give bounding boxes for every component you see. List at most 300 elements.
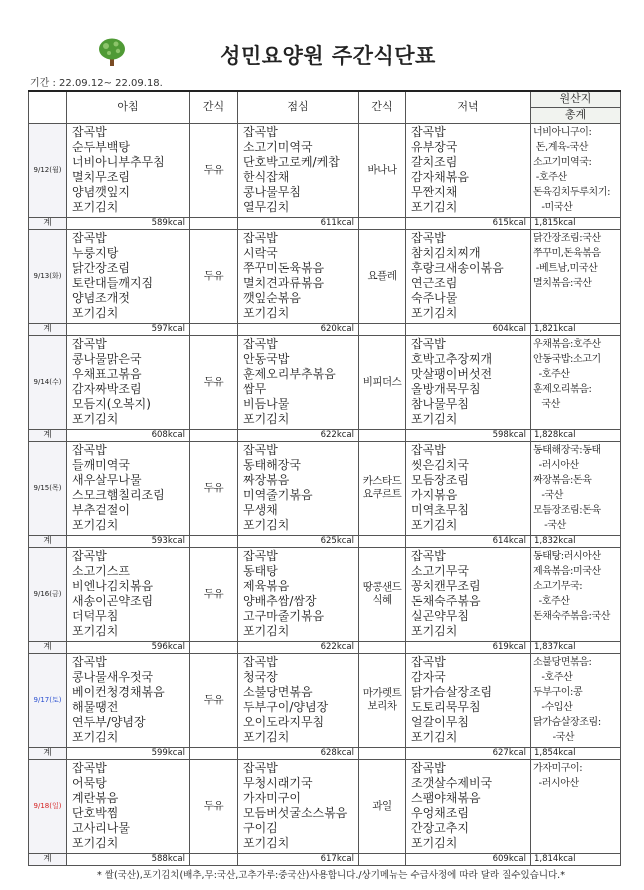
origin-line: -호주산: [533, 171, 567, 183]
snack-item: 두유: [203, 163, 224, 176]
breakfast-kcal: 608kcal: [67, 429, 190, 441]
breakfast-kcal: 588kcal: [67, 853, 190, 865]
lunch-cell: [238, 229, 359, 323]
menu-item: 포기김치: [243, 729, 290, 744]
dinner-kcal: 609kcal: [406, 853, 531, 865]
menu-item: 잡곡밥: [411, 654, 446, 669]
menu-item: 숙주나물: [411, 290, 458, 305]
origin-line: -국산: [533, 519, 566, 531]
lunch-kcal: 620kcal: [238, 323, 359, 335]
snack-item: 두유: [203, 481, 224, 494]
origin-line: 동태해장국:동태: [533, 444, 601, 456]
menu-item: 잡곡밥: [411, 336, 446, 351]
afternoon-snack-cell: [359, 759, 406, 853]
menu-item: 잡곡밥: [72, 442, 107, 457]
menu-item: 닭간장조림: [72, 260, 130, 275]
menu-item: 잡곡밥: [411, 230, 446, 245]
day-label: 9/16(금): [29, 547, 67, 641]
origin-cell: [531, 547, 621, 641]
snack-item: 두유: [203, 799, 224, 812]
snack-item: 요쿠르트: [362, 488, 402, 500]
menu-item: 포기김치: [72, 729, 119, 744]
menu-item: 잡곡밥: [72, 336, 107, 351]
snack-item: 카스타드: [362, 475, 402, 487]
snack-item: 비피더스: [362, 375, 402, 388]
menu-item: 오이도라지무침: [243, 714, 325, 729]
afternoon-snack-cell: [359, 229, 406, 323]
menu-item: 포기김치: [72, 517, 119, 532]
total-label: 계: [29, 641, 67, 653]
snack-item: 두유: [203, 375, 224, 388]
lunch-cell: [238, 653, 359, 747]
menu-item: 잡곡밥: [243, 124, 278, 139]
menu-item: 호박고추장찌개: [411, 351, 493, 366]
menu-item: 포기김치: [243, 623, 290, 638]
menu-item: 단호박찜: [72, 805, 119, 820]
origin-cell: [531, 759, 621, 853]
menu-item: 가자미구이: [243, 790, 301, 805]
breakfast-cell: [67, 547, 190, 641]
menu-item: 잡곡밥: [243, 654, 278, 669]
menu-item: 두부구이/양념장: [243, 699, 329, 714]
afternoon-snack-cell: [359, 335, 406, 429]
origin-line: 훈제오리볶음:: [533, 383, 592, 395]
lunch-cell: [238, 441, 359, 535]
menu-item: 잡곡밥: [72, 654, 107, 669]
dinner-cell: [406, 229, 531, 323]
origin-line: 두부구이:콩: [533, 686, 583, 698]
menu-item: 콩나물새우젓국: [72, 669, 154, 684]
menu-item: 고사리나물: [72, 820, 130, 835]
menu-item: 포기김치: [72, 411, 119, 426]
lunch-cell: [238, 335, 359, 429]
menu-item: 후랑크새송이볶음: [411, 260, 504, 275]
breakfast-cell: [67, 335, 190, 429]
menu-item: 얼갈이무침: [411, 714, 469, 729]
day-label: 9/12(월): [29, 123, 67, 217]
menu-item: 쭈꾸미돈육볶음: [243, 260, 325, 275]
menu-item: 포기김치: [411, 411, 458, 426]
daily-total-kcal: 1,837kcal: [531, 641, 621, 653]
snack-item: 두유: [203, 587, 224, 600]
table-body: [29, 123, 621, 865]
breakfast-cell: [67, 441, 190, 535]
dinner-cell: [406, 441, 531, 535]
menu-item: 참나물무침: [411, 396, 469, 411]
menu-item: 청국장: [243, 669, 278, 684]
snack-item: 마가렛트: [362, 687, 402, 699]
origin-cell: [531, 441, 621, 535]
lunch-kcal: 625kcal: [238, 535, 359, 547]
origin-cell: [531, 335, 621, 429]
kcal-blank-cell: [190, 747, 238, 759]
menu-item: 멸치견과류볶음: [243, 275, 325, 290]
header-morning-snack: 간식: [190, 91, 238, 123]
menu-item: 잡곡밥: [243, 760, 278, 775]
breakfast-kcal: 596kcal: [67, 641, 190, 653]
origin-line: 쭈꾸미,돈육볶음: [533, 247, 601, 259]
breakfast-cell: [67, 759, 190, 853]
kcal-blank-cell: [359, 853, 406, 865]
menu-item: 새우살무나물: [72, 472, 142, 487]
menu-item: 무청시래기국: [243, 775, 313, 790]
menu-item: 너비아니부추무침: [72, 154, 165, 169]
dinner-cell: [406, 653, 531, 747]
menu-item: 잡곡밥: [411, 442, 446, 457]
menu-item: 무짠지채: [411, 184, 458, 199]
menu-item: 열무김치: [243, 199, 290, 214]
dinner-kcal: 615kcal: [406, 217, 531, 229]
daily-total-kcal: 1,821kcal: [531, 323, 621, 335]
menu-item: 순두부백탕: [72, 139, 130, 154]
menu-item: 꽁치캔무조림: [411, 578, 481, 593]
origin-line: 국산: [533, 398, 560, 410]
menu-item: 콩나물무침: [243, 184, 301, 199]
dinner-kcal: 627kcal: [406, 747, 531, 759]
day-label: 9/14(수): [29, 335, 67, 429]
footer-note: * 쌀(국산),포기김치(배추,무:국산,고추가루:중국산)사용합니다./상기메뉴는 수급사정에 따라 달라 질수있습니다.*: [97, 870, 565, 881]
weekly-menu-table: [28, 90, 621, 866]
menu-item: 더덕무침: [72, 608, 119, 623]
breakfast-kcal: 597kcal: [67, 323, 190, 335]
kcal-blank-cell: [190, 641, 238, 653]
morning-snack-cell: [190, 547, 238, 641]
header-lunch: 점심: [238, 91, 359, 123]
kcal-blank-cell: [359, 217, 406, 229]
header-afternoon-snack: 간식: [359, 91, 406, 123]
total-label: 계: [29, 853, 67, 865]
origin-line: 닭간장조림:국산: [533, 232, 601, 244]
lunch-kcal: 628kcal: [238, 747, 359, 759]
menu-item: 모듬지(오복지): [72, 396, 151, 411]
dinner-cell: [406, 759, 531, 853]
day-label: 9/13(화): [29, 229, 67, 323]
snack-item: 과일: [372, 799, 392, 812]
origin-line: -미국산: [533, 201, 573, 213]
menu-item: 소고기무국: [411, 563, 469, 578]
day-row: [29, 441, 621, 535]
menu-item: 연두부/양념장: [72, 714, 146, 729]
menu-item: 잡곡밥: [411, 548, 446, 563]
origin-line: 짜장볶음:돈육: [533, 474, 592, 486]
morning-snack-cell: [190, 123, 238, 217]
menu-item: 누룽지탕: [72, 245, 119, 260]
menu-item: 돈채숙주볶음: [411, 593, 481, 608]
menu-item: 올방개묵무침: [411, 381, 481, 396]
lunch-cell: [238, 123, 359, 217]
menu-item: 포기김치: [72, 305, 119, 320]
total-label: 계: [29, 429, 67, 441]
origin-line: -러시아산: [533, 777, 579, 789]
menu-item: 잡곡밥: [243, 336, 278, 351]
kcal-blank-cell: [359, 323, 406, 335]
menu-item: 맛살팽이버섯전: [411, 366, 493, 381]
menu-item: 멸치무조림: [72, 169, 130, 184]
day-row: [29, 229, 621, 323]
menu-item: 어묵탕: [72, 775, 107, 790]
menu-item: 포기김치: [411, 835, 458, 850]
origin-cell: [531, 123, 621, 217]
afternoon-snack-cell: [359, 441, 406, 535]
menu-item: 포기김치: [411, 305, 458, 320]
origin-line: -베트남,미국산: [533, 262, 598, 274]
origin-line: 우채볶음:호주산: [533, 338, 601, 350]
day-row: [29, 547, 621, 641]
menu-item: 포기김치: [243, 305, 290, 320]
menu-item: 깻잎순볶음: [243, 290, 301, 305]
menu-item: 쌈무: [243, 381, 267, 396]
menu-item: 포기김치: [243, 517, 290, 532]
daily-total-kcal: 1,814kcal: [531, 853, 621, 865]
menu-item: 씻은김치국: [411, 457, 469, 472]
lunch-kcal: 622kcal: [238, 641, 359, 653]
kcal-blank-cell: [190, 323, 238, 335]
kcal-row: [29, 853, 621, 865]
snack-item: 두유: [203, 693, 224, 706]
morning-snack-cell: [190, 441, 238, 535]
day-label: 9/18(일): [29, 759, 67, 853]
menu-item: 잡곡밥: [243, 548, 278, 563]
breakfast-cell: [67, 229, 190, 323]
menu-item: 참치김치찌개: [411, 245, 481, 260]
menu-item: 동태해장국: [243, 457, 301, 472]
kcal-blank-cell: [190, 429, 238, 441]
menu-item: 들깨미역국: [72, 457, 130, 472]
menu-item: 포기김치: [72, 835, 119, 850]
menu-item: 잡곡밥: [411, 124, 446, 139]
origin-line: -호주산: [533, 368, 570, 380]
afternoon-snack-cell: [359, 653, 406, 747]
menu-item: 토란대들깨지짐: [72, 275, 154, 290]
lunch-kcal: 622kcal: [238, 429, 359, 441]
menu-item: 포기김치: [411, 623, 458, 638]
origin-line: -국산: [533, 731, 575, 743]
snack-item: 땅콩샌드: [362, 581, 402, 593]
daily-total-kcal: 1,832kcal: [531, 535, 621, 547]
snack-item: 바나나: [367, 163, 397, 176]
menu-item: 갈치조림: [411, 154, 458, 169]
dinner-kcal: 619kcal: [406, 641, 531, 653]
origin-line: -호주산: [533, 671, 573, 683]
menu-item: 포기김치: [72, 623, 119, 638]
menu-item: 양념깻잎지: [72, 184, 130, 199]
header-dinner: 저녁: [406, 91, 531, 123]
origin-line: -국산: [533, 489, 564, 501]
total-label: 계: [29, 747, 67, 759]
menu-item: 포기김치: [411, 199, 458, 214]
dinner-kcal: 604kcal: [406, 323, 531, 335]
menu-item: 가지볶음: [411, 487, 458, 502]
breakfast-cell: [67, 123, 190, 217]
page-title: 성민요양원 주간식단표: [220, 44, 436, 68]
menu-item: 포기김치: [243, 835, 290, 850]
menu-item: 감자채볶음: [411, 169, 469, 184]
total-label: 계: [29, 217, 67, 229]
origin-line: 돈채숙주볶음:국산: [533, 610, 611, 622]
total-label: 계: [29, 535, 67, 547]
menu-item: 훈제오리부추볶음: [243, 366, 336, 381]
menu-item: 잡곡밥: [72, 548, 107, 563]
origin-cell: [531, 653, 621, 747]
menu-item: 단호박고로케/케찹: [243, 154, 340, 169]
menu-item: 새송이곤약조림: [72, 593, 154, 608]
menu-item: 동태탕: [243, 563, 278, 578]
origin-line: 안동국밥:소고기: [533, 353, 601, 365]
day-row: [29, 759, 621, 853]
menu-item: 소고기미역국: [243, 139, 313, 154]
origin-line: 소고기무국:: [533, 580, 583, 592]
origin-line: 모듬장조림:돈육: [533, 504, 601, 516]
menu-item: 잡곡밥: [72, 230, 107, 245]
menu-item: 소불당면볶음: [243, 684, 313, 699]
menu-item: 잡곡밥: [243, 442, 278, 457]
menu-item: 조갯살수제비국: [411, 775, 493, 790]
kcal-blank-cell: [190, 853, 238, 865]
daily-total-kcal: 1,815kcal: [531, 217, 621, 229]
header-date-blank: [29, 91, 67, 123]
snack-item: 보리차: [367, 700, 397, 712]
menu-period: 기간 : 22.09.12~ 22.09.18.: [30, 78, 163, 89]
kcal-blank-cell: [359, 429, 406, 441]
kcal-row: [29, 641, 621, 653]
day-row: [29, 653, 621, 747]
breakfast-cell: [67, 653, 190, 747]
kcal-blank-cell: [359, 641, 406, 653]
menu-item: 실곤약무침: [411, 608, 469, 623]
lunch-cell: [238, 547, 359, 641]
daily-total-kcal: 1,854kcal: [531, 747, 621, 759]
afternoon-snack-cell: [359, 123, 406, 217]
kcal-blank-cell: [359, 747, 406, 759]
dinner-cell: [406, 547, 531, 641]
morning-snack-cell: [190, 229, 238, 323]
menu-item: 스모크햄칠리조림: [72, 487, 165, 502]
day-label: 9/17(토): [29, 653, 67, 747]
kcal-row: [29, 747, 621, 759]
origin-line: -호주산: [533, 595, 570, 607]
menu-item: 고구마줄기볶음: [243, 608, 325, 623]
menu-item: 한식잡채: [243, 169, 290, 184]
day-row: [29, 123, 621, 217]
menu-item: 비엔나김치볶음: [72, 578, 154, 593]
lunch-cell: [238, 759, 359, 853]
kcal-row: [29, 535, 621, 547]
menu-item: 해물땡전: [72, 699, 119, 714]
morning-snack-cell: [190, 335, 238, 429]
origin-line: 돈육김치두루치기:: [533, 186, 611, 198]
origin-line: 소불당면볶음:: [533, 656, 592, 668]
dinner-kcal: 614kcal: [406, 535, 531, 547]
menu-item: 소고기스프: [72, 563, 130, 578]
origin-line: 너비아니구이:: [533, 126, 592, 138]
origin-line: 가자미구이:: [533, 762, 583, 774]
morning-snack-cell: [190, 759, 238, 853]
snack-item: 두유: [203, 269, 224, 282]
menu-item: 짜장볶음: [243, 472, 290, 487]
menu-item: 베이컨청경채볶음: [72, 684, 165, 699]
menu-item: 우엉채조림: [411, 805, 469, 820]
menu-item: 비듬나물: [243, 396, 290, 411]
lunch-kcal: 611kcal: [238, 217, 359, 229]
menu-item: 미역초무침: [411, 502, 469, 517]
kcal-blank-cell: [190, 217, 238, 229]
menu-item: 포기김치: [72, 199, 119, 214]
origin-line: 동태탕:러시아산: [533, 550, 601, 562]
menu-item: 감자국: [411, 669, 446, 684]
dinner-cell: [406, 335, 531, 429]
lunch-kcal: 617kcal: [238, 853, 359, 865]
menu-item: 모듬장조림: [411, 472, 469, 487]
origin-cell: [531, 229, 621, 323]
menu-item: 잡곡밥: [243, 230, 278, 245]
day-row: [29, 335, 621, 429]
table-header: [29, 91, 621, 123]
menu-item: 간장고추지: [411, 820, 469, 835]
breakfast-kcal: 593kcal: [67, 535, 190, 547]
origin-line: -러시아산: [533, 459, 579, 471]
menu-item: 포기김치: [243, 411, 290, 426]
menu-item: 잡곡밥: [72, 760, 107, 775]
day-label: 9/15(목): [29, 441, 67, 535]
header-origin: 원산지: [531, 91, 621, 107]
menu-item: 시락국: [243, 245, 278, 260]
menu-item: 양배추쌈/쌈장: [243, 593, 317, 608]
afternoon-snack-cell: [359, 547, 406, 641]
origin-line: -수입산: [533, 701, 573, 713]
breakfast-kcal: 599kcal: [67, 747, 190, 759]
menu-item: 닭가슴살장조림: [411, 684, 493, 699]
header-breakfast: 아침: [67, 91, 190, 123]
total-label: 계: [29, 323, 67, 335]
kcal-row: [29, 429, 621, 441]
menu-item: 구이김: [243, 820, 278, 835]
menu-item: 미역줄기볶음: [243, 487, 313, 502]
origin-line: 소고기미역국:: [533, 156, 592, 168]
dinner-kcal: 598kcal: [406, 429, 531, 441]
menu-item: 감자짜박조림: [72, 381, 142, 396]
snack-item: 식혜: [372, 594, 392, 606]
header-row: [29, 91, 621, 107]
menu-item: 계란볶음: [72, 790, 119, 805]
menu-item: 잡곡밥: [411, 760, 446, 775]
menu-item: 모듬버섯굴소스볶음: [243, 805, 348, 820]
menu-item: 제육볶음: [243, 578, 290, 593]
menu-item: 부추겉절이: [72, 502, 130, 517]
kcal-row: [29, 323, 621, 335]
kcal-blank-cell: [359, 535, 406, 547]
menu-item: 콩나물맑은국: [72, 351, 142, 366]
menu-item: 무생채: [243, 502, 278, 517]
kcal-row: [29, 217, 621, 229]
breakfast-kcal: 589kcal: [67, 217, 190, 229]
menu-item: 안동국밥: [243, 351, 290, 366]
menu-item: 도토리묵무침: [411, 699, 481, 714]
menu-item: 양념조개젓: [72, 290, 130, 305]
menu-item: 연근조림: [411, 275, 458, 290]
origin-line: 돈,계육-국산: [533, 141, 589, 153]
kcal-blank-cell: [190, 535, 238, 547]
origin-line: 닭가슴살장조림:: [533, 716, 601, 728]
menu-item: 포기김치: [411, 729, 458, 744]
menu-item: 포기김치: [411, 517, 458, 532]
snack-item: 요플레: [367, 269, 397, 282]
header-total: 총계: [531, 107, 621, 123]
daily-total-kcal: 1,828kcal: [531, 429, 621, 441]
menu-item: 스팸야채볶음: [411, 790, 481, 805]
dinner-cell: [406, 123, 531, 217]
morning-snack-cell: [190, 653, 238, 747]
menu-item: 잡곡밥: [72, 124, 107, 139]
